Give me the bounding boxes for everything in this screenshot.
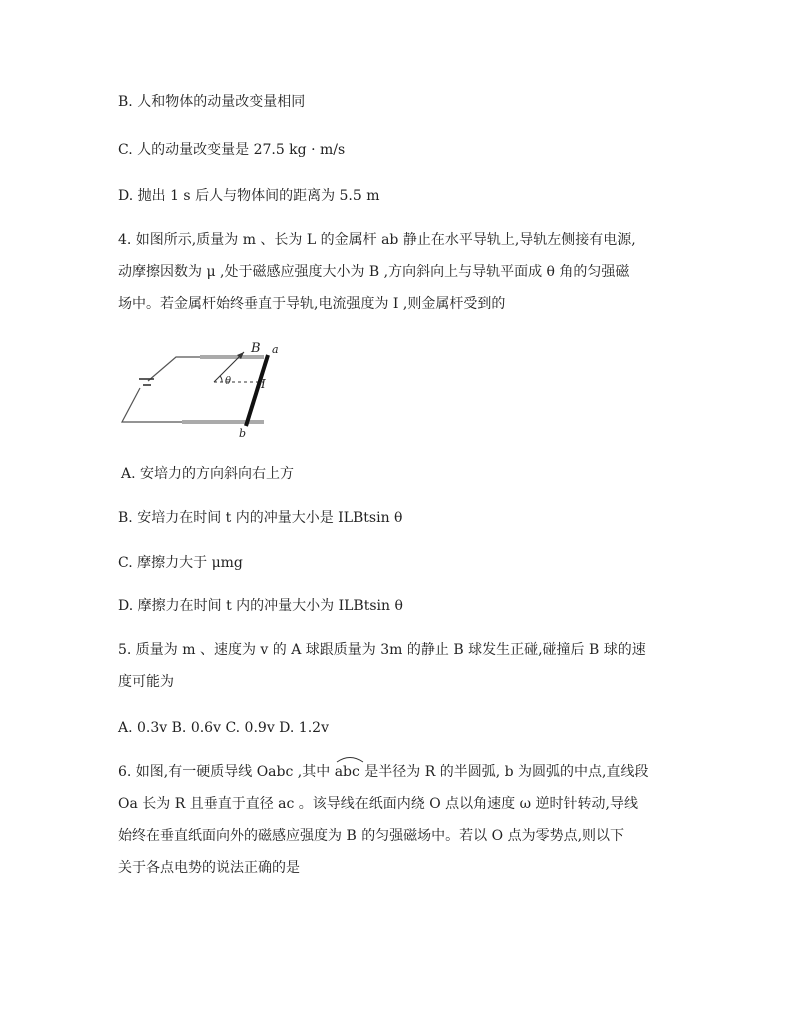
q4-option-b: B. 安培力在时间 t 内的冲量大小是 ILBtsin θ — [118, 510, 403, 526]
label-a: a — [272, 343, 279, 356]
q5-options: A. 0.3v B. 0.6v C. 0.9v D. 1.2v — [118, 720, 329, 736]
q3-option-c: C. 人的动量改变量是 27.5 kg · m/s — [118, 142, 346, 158]
q4-option-c: C. 摩擦力大于 μmg — [118, 555, 243, 571]
label-b-end: b — [239, 427, 247, 440]
q6-stem-line1 — [118, 762, 649, 782]
q6-stem-line4: 关于各点电势的说法正确的是 — [118, 860, 300, 876]
q6-stem-line3: 始终在垂直纸面向外的磁感应强度为 B 的匀强磁场中。若以 O 点为零势点,则以下 — [118, 828, 625, 844]
q3-option-d: D. 抛出 1 s 后人与物体间的距离为 5.5 m — [118, 188, 380, 204]
q4-option-d: D. 摩擦力在时间 t 内的冲量大小为 ILBtsin θ — [118, 598, 403, 614]
q4-stem-line3: 场中。若金属杆始终垂直于导轨,电流强度为 I ,则金属杆受到的 — [118, 296, 506, 312]
arc-overmark — [335, 755, 365, 763]
q6-stem-suffix: 是半径为 R 的半圆弧, b 为圆弧的中点,直线段 — [359, 764, 649, 780]
label-current: I — [261, 377, 266, 391]
circuit-wire — [148, 357, 200, 381]
theta-arc — [220, 376, 222, 382]
q4-figure — [118, 336, 298, 440]
q4-stem-line2: 动摩擦因数为 μ ,处于磁感应强度大小为 B ,方向斜向上与导轨平面成 θ 角的匀强磁 — [118, 264, 630, 280]
arc-abc-label: abc — [334, 764, 360, 780]
q5-stem-line1: 5. 质量为 m 、速度为 v 的 A 球跟质量为 3m 的静止 B 球发生正碰,碰撞后 B 球的速 — [118, 642, 646, 658]
arc-abc — [335, 762, 360, 782]
label-theta: θ — [225, 376, 232, 387]
circuit-wire — [122, 388, 182, 422]
q5-stem-line2: 度可能为 — [118, 674, 174, 690]
q6-stem-prefix: 6. 如图,有一硬质导线 Oabc ,其中 — [118, 764, 335, 780]
q4-option-a: A. 安培力的方向斜向右上方 — [121, 466, 295, 482]
q4-stem-line1: 4. 如图所示,质量为 m 、长为 L 的金属杆 ab 静止在水平导轨上,导轨左侧接有电源, — [118, 232, 636, 248]
label-b-field: B — [251, 341, 261, 356]
q6-stem-line2: Oa 长为 R 且垂直于直径 ac 。该导线在纸面内绕 O 点以角速度 ω 逆时针转动,导线 — [118, 796, 638, 812]
q3-option-b: B. 人和物体的动量改变量相同 — [118, 94, 306, 110]
